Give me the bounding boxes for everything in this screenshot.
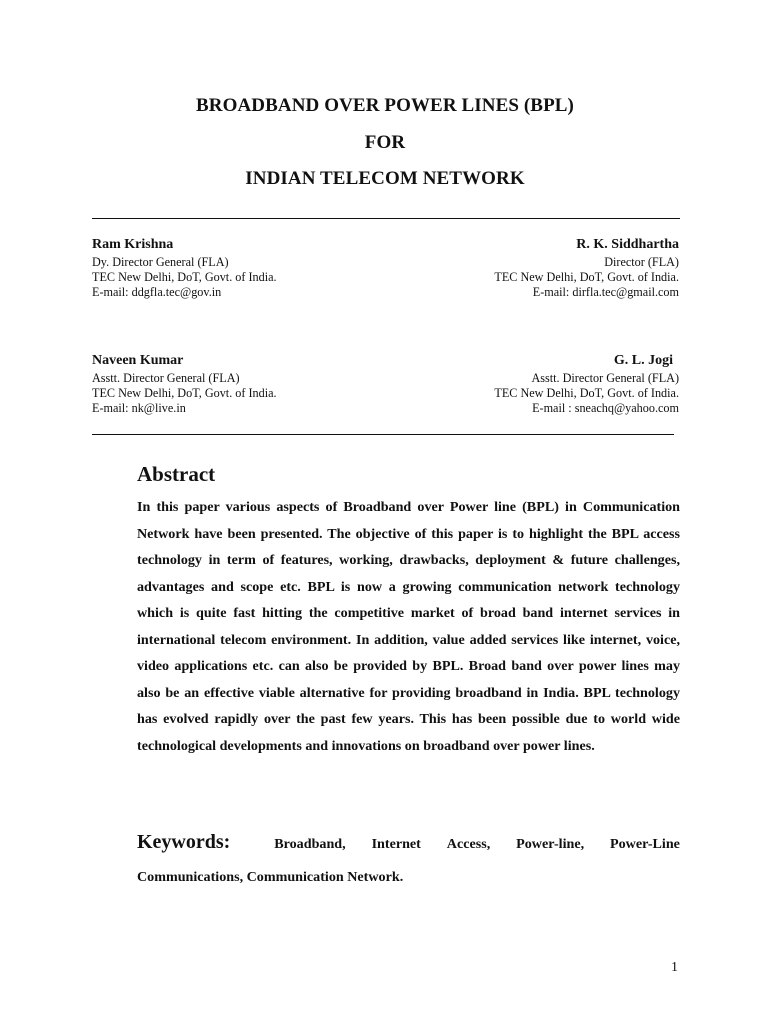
author-affiliation: TEC New Delhi, DoT, Govt. of India. [92,270,277,284]
abstract-body: In this paper various aspects of Broadband over Power line (BPL) in Communication Network have been presented. The objective of this paper is to highlight the BPL access technology in term of features, working, drawbacks, deployment & future challenges, advantages and scope etc. BPL is now a growing communication network technology which is quite fast hitting the competitive market of broad band internet services in international telecom environment. In addition, value added services like internet, voice, video applications etc. can also be provided by BPL. Broad band over power lines may also be an effective viable alternative for providing broadband in India. BPL technology has evolved rapidly over the past few years. This has been possible due to world wide technological developments and innovations on broadband over power lines. [137,499,680,754]
author-name: R. K. Siddhartha [576,237,679,252]
author-block-1 [92,236,277,300]
bottom-divider [92,434,674,435]
keywords-row [137,827,680,860]
keywords-continuation: Communications, Communication Network. [137,869,404,885]
author-email: E-mail: ddgfla.tec@gov.in [92,285,222,299]
abstract-heading: Abstract [137,462,216,486]
author-name: Ram Krishna [92,237,174,252]
author-email: E-mail: dirfla.tec@gmail.com [532,285,679,299]
author-affiliation: TEC New Delhi, DoT, Govt. of India. [92,386,277,400]
keywords-label: Keywords: [137,831,231,853]
keyword-term: Power-line, [516,836,585,852]
paper-title-line-2: FOR [364,132,406,153]
keywords-section [137,827,680,893]
keyword-term: Internet [371,836,421,852]
author-email: E-mail: nk@live.in [92,401,186,415]
author-name: Naveen Kumar [92,353,184,368]
author-block-2 [494,236,679,300]
page-number: 1 [671,960,678,975]
paper-title-line-1: BROADBAND OVER POWER LINES (BPL) [196,95,574,116]
author-block-3 [92,352,277,416]
author-designation: Director (FLA) [604,255,679,269]
top-divider [92,218,680,219]
author-designation: Asstt. Director General (FLA) [92,371,240,385]
author-designation: Asstt. Director General (FLA) [531,371,679,385]
keyword-term: Power-Line [610,836,680,852]
keyword-term: Broadband, [274,836,346,852]
author-affiliation: TEC New Delhi, DoT, Govt. of India. [494,386,679,400]
paper-title-line-3: INDIAN TELECOM NETWORK [245,168,525,189]
keyword-term: Access, [446,836,491,852]
author-email: E-mail : sneachq@yahoo.com [532,401,679,415]
author-designation: Dy. Director General (FLA) [92,255,229,269]
author-block-4 [494,352,679,416]
author-name: G. L. Jogi [613,353,673,368]
author-affiliation: TEC New Delhi, DoT, Govt. of India. [494,270,679,284]
